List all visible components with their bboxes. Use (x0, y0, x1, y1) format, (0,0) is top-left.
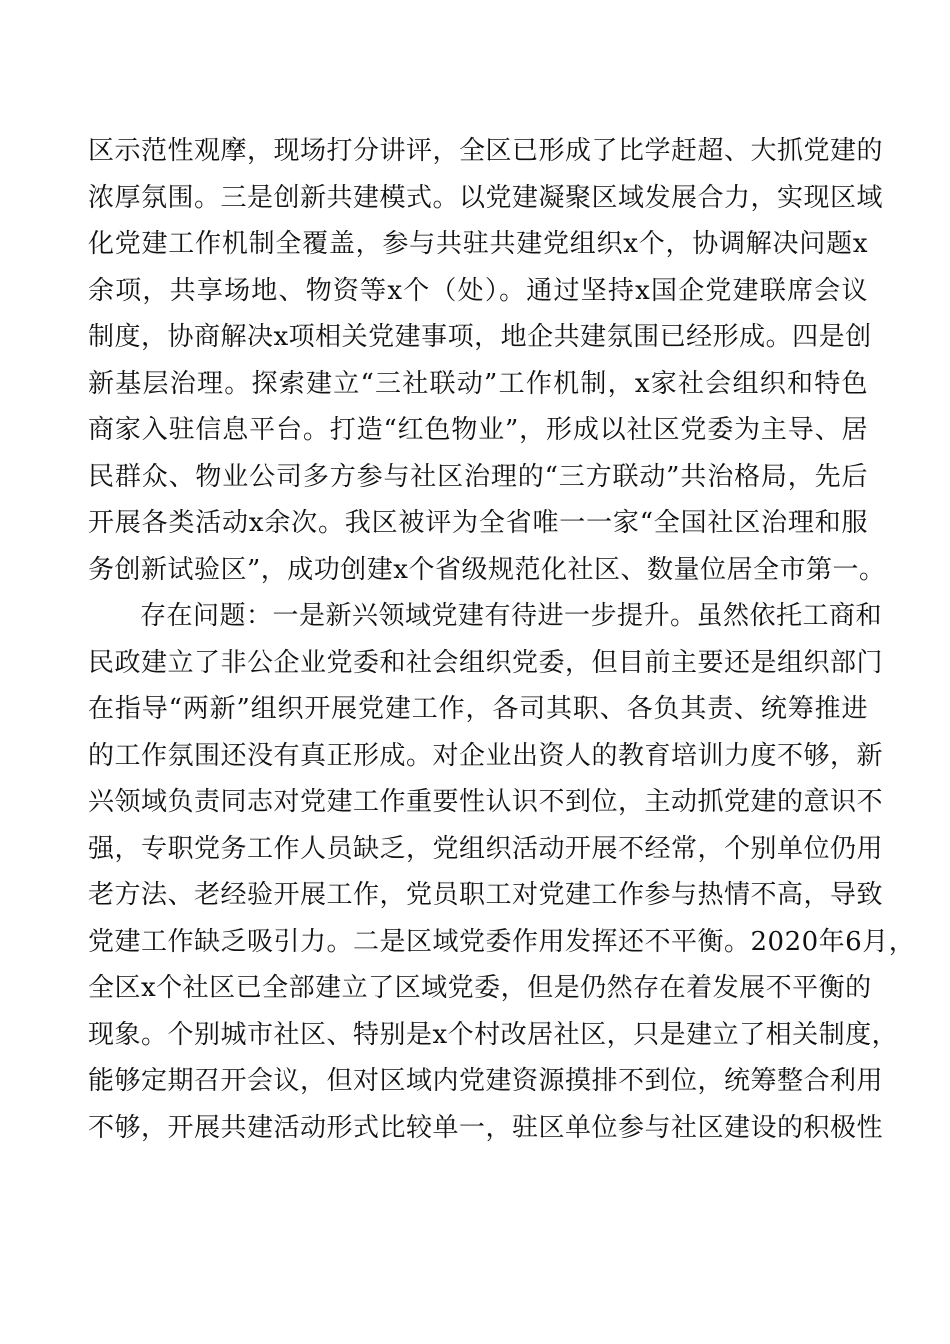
text-line: 现象。个别城市社区、特别是x个村改居社区，只是建立了相关制度， (88, 1019, 899, 1050)
text-line: 余项，共享场地、物资等x个（处）。通过坚持x国企党建联席会议 (88, 275, 868, 306)
text-line: 浓厚氛围。三是创新共建模式。以党建凝聚区域发展合力，实现区域 (88, 182, 884, 213)
text-line: 能够定期召开会议，但对区域内党建资源摸排不到位，统筹整合利用 (88, 1066, 884, 1096)
text-line: 强，专职党务工作人员缺乏，党组织活动开展不经常，个别单位仍用 (88, 833, 884, 864)
text-line: 党建工作缺乏吸引力。二是区域党委作用发挥还不平衡。2020年6月， (88, 926, 916, 957)
text-line: 民政建立了非公企业党委和社会组织党委，但目前主要还是组织部门 (88, 647, 884, 678)
text-line: 在指导“两新”组织开展党建工作，各司其职、各负其责、统筹推进 (88, 694, 868, 724)
document-body (88, 128, 916, 1151)
text-line: 制度，协商解决x项相关党建事项，地企共建氛围已经形成。四是创 (88, 322, 872, 352)
text-line: 民群众、物业公司多方参与社区治理的“三方联动”共治格局，先后 (88, 461, 868, 492)
text-line: 全区x个社区已全部建立了区域党委，但是仍然存在着发展不平衡的 (88, 973, 872, 1003)
text-line: 开展各类活动x余次。我区被评为全省唯一一家“全国社区治理和服 (88, 508, 868, 538)
text-line: 新基层治理。探索建立“三社联动”工作机制，x家社会组织和特色 (88, 368, 868, 399)
text-line: 化党建工作机制全覆盖，参与共驻共建党组织x个，协调解决问题x (88, 229, 868, 259)
text-line: 区示范性观摩，现场打分讲评，全区已形成了比学赶超、大抓党建的 (88, 136, 884, 166)
text-line: 老方法、老经验开展工作，党员职工对党建工作参与热情不高，导致 (88, 880, 884, 910)
text-line: 的工作氛围还没有真正形成。对企业出资人的教育培训力度不够，新 (88, 740, 884, 771)
paragraph-start-line: 存在问题：一是新兴领域党建有待进一步提升。虽然依托工商和 (140, 601, 883, 631)
text-line: 不够，开展共建活动形式比较单一，驻区单位参与社区建设的积极性 (88, 1112, 884, 1143)
text-line: 商家入驻信息平台。打造“红色物业”，形成以社区党委为主导、居 (88, 415, 868, 445)
text-line: 务创新试验区”，成功创建x个省级规范化社区、数量位居全市第一。 (88, 554, 886, 585)
text-line: 兴领域负责同志对党建工作重要性认识不到位，主动抓党建的意识不 (88, 787, 884, 817)
